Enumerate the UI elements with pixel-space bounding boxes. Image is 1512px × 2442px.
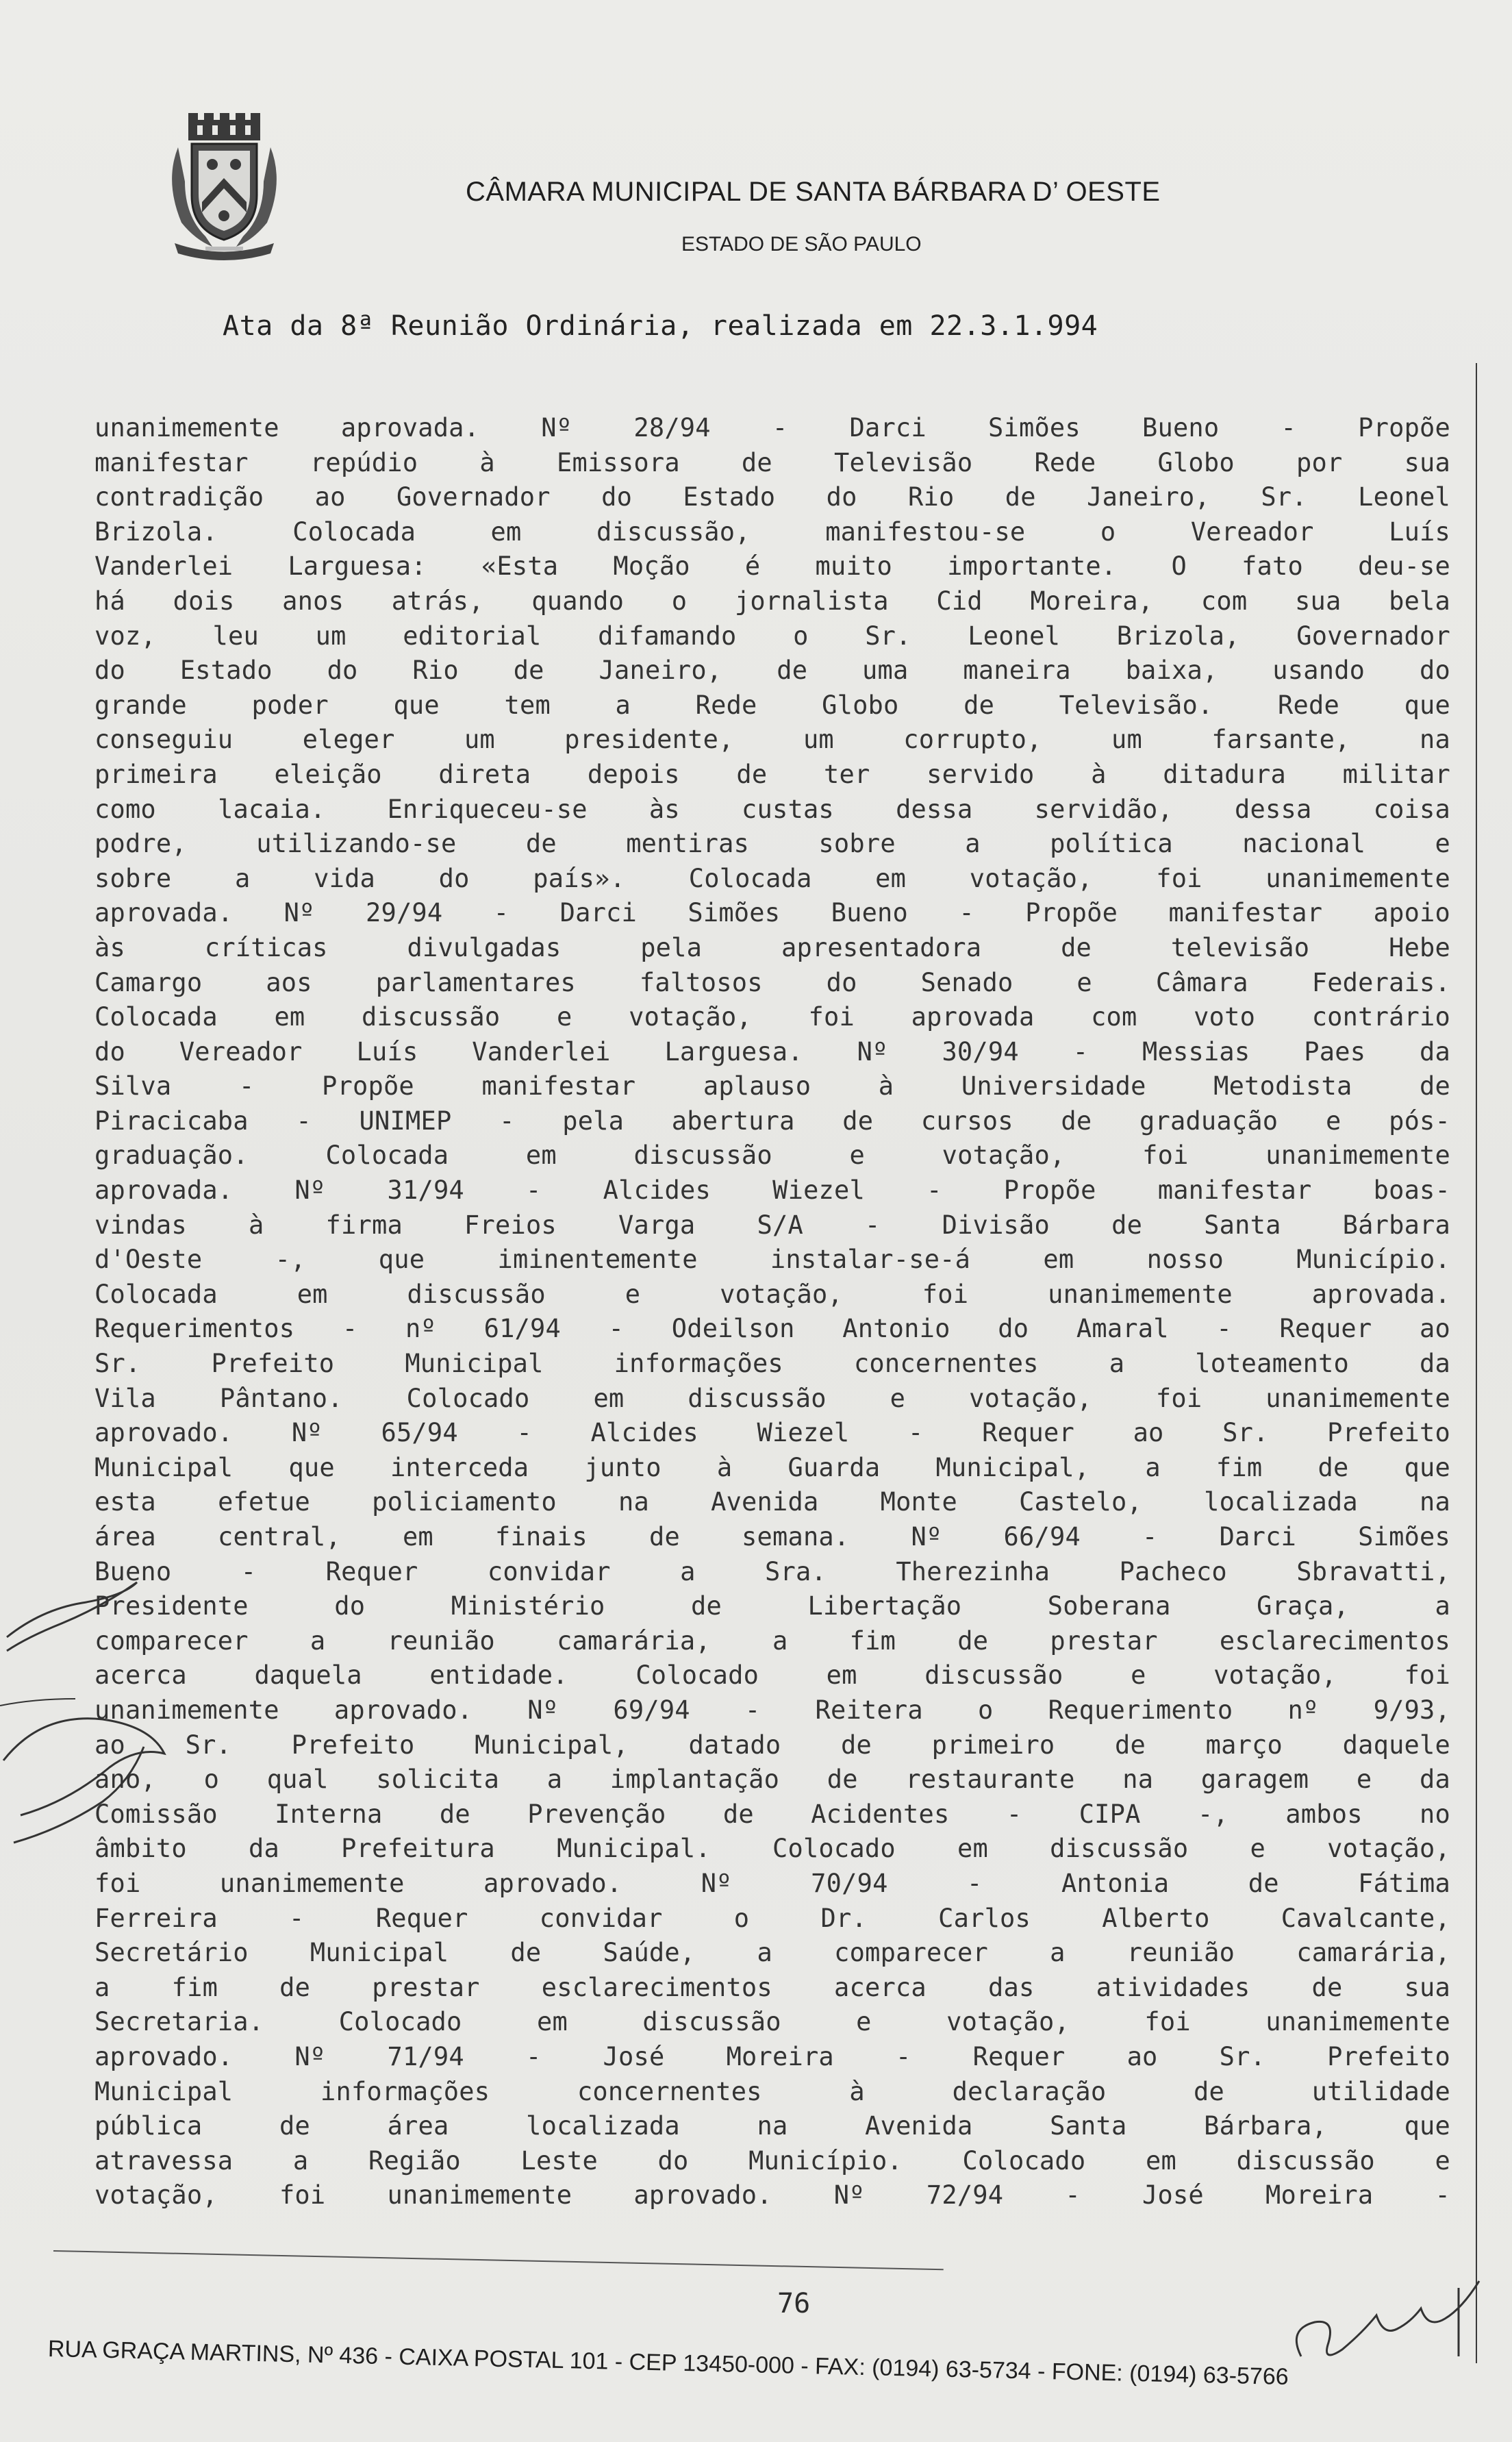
- text-line: Municipal informações concernentes à declaração de utilidade: [94, 2076, 1450, 2106]
- text-line: do Estado do Rio de Janeiro, de uma maneira baixa, usando do: [94, 656, 1450, 686]
- text-line: contradição ao Governador do Estado do Rio de Janeiro, Sr. Leonel: [94, 482, 1450, 512]
- footer-signature-icon: [1274, 2260, 1500, 2377]
- text-line: como lacaia. Enriqueceu-se às custas dessa servidão, dessa coisa: [94, 794, 1450, 824]
- text-line: conseguiu eleger um presidente, um corrupto, um farsante, na: [94, 725, 1450, 755]
- text-line: manifestar repúdio à Emissora de Televisão Rede Globo por sua: [94, 447, 1450, 477]
- text-line: Silva - Propõe manifestar aplauso à Universidade Metodista de: [94, 1071, 1450, 1101]
- text-line: Piracicaba - UNIMEP - pela abertura de cursos de graduação e pós-: [94, 1106, 1450, 1136]
- text-line: votação, foi unanimemente aprovado. Nº 72/94 - José Moreira -: [94, 2180, 1450, 2210]
- text-line: há dois anos atrás, quando o jornalista Cid Moreira, com sua bela: [94, 586, 1450, 616]
- footer-address: RUA GRAÇA MARTINS, Nº 436 - CAIXA POSTAL 101 - CEP 13450-000 - FAX: (0194) 63-5734 - FONE: (0194) 63-5766: [47, 2336, 1289, 2391]
- text-line: atravessa a Região Leste do Município. Colocado em discussão e: [94, 2145, 1450, 2176]
- text-line: pública de área localizada na Avenida Santa Bárbara, que: [94, 2111, 1450, 2141]
- text-line: foi unanimemente aprovado. Nº 70/94 - Antonia de Fátima: [94, 1868, 1450, 1898]
- text-line: acerca daquela entidade. Colocado em discussão e votação, foi: [94, 1660, 1450, 1691]
- text-line: aprovada. Nº 29/94 - Darci Simões Bueno - Propõe manifestar apoio: [94, 898, 1450, 928]
- page-number: 76: [777, 2288, 811, 2319]
- text-line: a fim de prestar esclarecimentos acerca das atividades de sua: [94, 1972, 1450, 2002]
- text-line: Ferreira - Requer convidar o Dr. Carlos Alberto Cavalcante,: [94, 1903, 1450, 1933]
- margin-signature-icon: [0, 1541, 178, 1897]
- footer-rule: [53, 2250, 944, 2270]
- text-line: vindas à firma Freios Varga S/A - Divisão de Santa Bárbara: [94, 1210, 1450, 1240]
- text-line: unanimemente aprovada. Nº 28/94 - Darci Simões Bueno - Propõe: [94, 413, 1450, 443]
- text-line: Bueno - Requer convidar a Sra. Therezinha Pacheco Sbravatti,: [94, 1556, 1450, 1586]
- text-line: graduação. Colocada em discussão e votação, foi unanimemente: [94, 1141, 1450, 1171]
- text-line: comparecer a reunião camarária, a fim de prestar esclarecimentos: [94, 1625, 1450, 1656]
- institution-title: CÂMARA MUNICIPAL DE SANTA BÁRBARA D’ OESTE: [466, 177, 1161, 207]
- text-line: d'Oeste -, que iminentemente instalar-se-á em nosso Município.: [94, 1245, 1450, 1275]
- text-line: Sr. Prefeito Municipal informações concernentes a loteamento da: [94, 1349, 1450, 1379]
- text-line: podre, utilizando-se de mentiras sobre a política nacional e: [94, 829, 1450, 859]
- text-line: Brizola. Colocada em discussão, manifestou-se o Vereador Luís: [94, 516, 1450, 547]
- text-line: Camargo aos parlamentares faltosos do Senado e Câmara Federais.: [94, 967, 1450, 997]
- text-line: voz, leu um editorial difamando o Sr. Leonel Brizola, Governador: [94, 621, 1450, 651]
- text-line: esta efetue policiamento na Avenida Monte Castelo, localizada na: [94, 1487, 1450, 1517]
- margin-rule: [1476, 363, 1477, 2363]
- text-line: às críticas divulgadas pela apresentadora de televisão Hebe: [94, 932, 1450, 962]
- institution-subtitle: ESTADO DE SÃO PAULO: [681, 233, 922, 256]
- text-line: Colocada em discussão e votação, foi unanimemente aprovada.: [94, 1279, 1450, 1309]
- text-line: unanimemente aprovado. Nº 69/94 - Reitera o Requerimento nº 9/93,: [94, 1695, 1450, 1725]
- text-line: Vanderlei Larguesa: «Esta Moção é muito importante. O fato deu-se: [94, 551, 1450, 582]
- text-line: área central, em finais de semana. Nº 66/94 - Darci Simões: [94, 1522, 1450, 1552]
- text-line: do Vereador Luís Vanderlei Larguesa. Nº 30/94 - Messias Paes da: [94, 1036, 1450, 1067]
- minutes-title: Ata da 8ª Reunião Ordinária, realizada em 22.3.1.994: [223, 310, 1098, 342]
- text-line: sobre a vida do país». Colocada em votação, foi unanimemente: [94, 863, 1450, 893]
- text-line: Vila Pântano. Colocado em discussão e votação, foi unanimemente: [94, 1383, 1450, 1413]
- text-line: grande poder que tem a Rede Globo de Televisão. Rede que: [94, 690, 1450, 720]
- text-line: ao Sr. Prefeito Municipal, datado de primeiro de março daquele: [94, 1730, 1450, 1760]
- text-line: Colocada em discussão e votação, foi aprovada com voto contrário: [94, 1002, 1450, 1032]
- text-line: Municipal que interceda junto à Guarda Municipal, a fim de que: [94, 1452, 1450, 1482]
- text-line: Comissão Interna de Prevenção de Acidentes - CIPA -, ambos no: [94, 1799, 1450, 1829]
- text-line: aprovado. Nº 71/94 - José Moreira - Requer ao Sr. Prefeito: [94, 2041, 1450, 2071]
- text-line: Secretário Municipal de Saúde, a comparecer a reunião camarária,: [94, 1938, 1450, 1968]
- text-line: aprovado. Nº 65/94 - Alcides Wiezel - Requer ao Sr. Prefeito: [94, 1418, 1450, 1448]
- text-line: ano, o qual solicita a implantação de restaurante na garagem e da: [94, 1765, 1450, 1795]
- text-line: aprovada. Nº 31/94 - Alcides Wiezel - Propõe manifestar boas-: [94, 1175, 1450, 1206]
- minutes-body: [94, 411, 1450, 2213]
- text-line: âmbito da Prefeitura Municipal. Colocado em discussão e votação,: [94, 1834, 1450, 1864]
- text-line: Secretaria. Colocado em discussão e votação, foi unanimemente: [94, 2007, 1450, 2037]
- text-line: primeira eleição direta depois de ter servido à ditadura militar: [94, 759, 1450, 789]
- text-line: Requerimentos - nº 61/94 - Odeilson Antonio do Amaral - Requer ao: [94, 1314, 1450, 1344]
- municipal-coat-of-arms-icon: [164, 113, 284, 260]
- text-line: Presidente do Ministério de Libertação Soberana Graça, a: [94, 1591, 1450, 1621]
